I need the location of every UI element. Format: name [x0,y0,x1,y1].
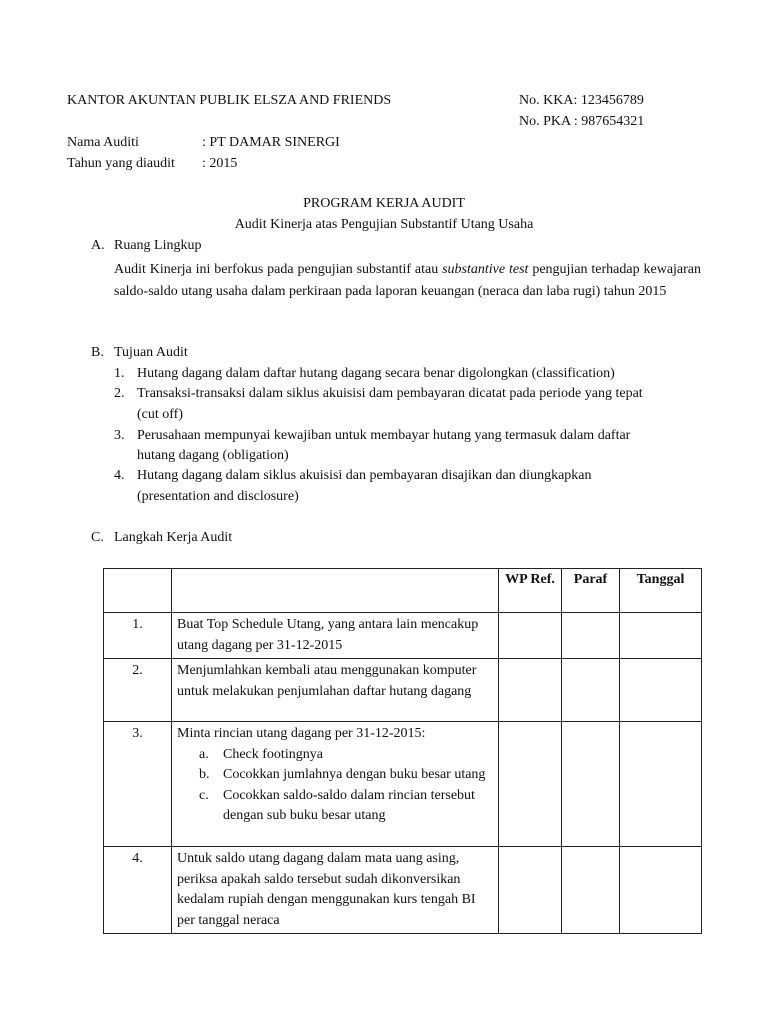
objective-text: Transaksi-transaksi dalam siklus akuisisi dam pembayaran dicatat pada periode yang tepat [137,386,643,401]
table-header-wp-ref: WP Ref. [499,569,562,613]
objective-text-continued: (cut off) [137,407,183,422]
table-row [104,722,702,847]
section-a-heading: Ruang Lingkup [114,238,202,253]
step-description [172,722,499,847]
wp-ref-cell[interactable] [499,659,562,722]
objective-text: Hutang dagang dalam siklus akuisisi dan pembayaran disajikan dan diungkapkan [137,468,592,483]
objective-text: Hutang dagang dalam daftar hutang dagang secara benar digolongkan (classification) [137,366,615,381]
table-row [104,613,702,659]
page-title: PROGRAM KERJA AUDIT [303,196,465,211]
paraf-cell[interactable] [562,613,620,659]
step-subitem: b. Cocokkan jumlahnya dengan buku besar utang [199,767,486,782]
step-description: Buat Top Schedule Utang, yang antara lain mencakup utang dagang per 31-12-2015 [172,613,499,659]
wp-ref-cell[interactable] [499,847,562,934]
table-header-paraf: Paraf [562,569,620,613]
section-a-marker: A. [91,238,105,253]
objective-text-continued: (presentation and disclosure) [137,489,299,504]
table-row [104,847,702,934]
auditee-value: : PT DAMAR SINERGI [202,135,340,150]
step-subitem: a. Check footingnya [199,746,323,762]
step-number: 4. [104,847,172,934]
paraf-cell[interactable] [562,847,620,934]
tanggal-cell[interactable] [620,722,702,847]
objective-number: 1. [114,366,125,381]
objective-number: 4. [114,468,125,483]
step-description: Untuk saldo utang dagang dalam mata uang asing, periksa apakah saldo tersebut sudah dikonversikan kedalam rupiah dengan menggunakan kurs tengah BI per tanggal neraca [172,847,499,934]
objective-number: 3. [114,428,125,443]
year-value: : 2015 [202,156,238,171]
kka-number: No. KKA: 123456789 [519,93,644,108]
firm-name: KANTOR AKUNTAN PUBLIK ELSZA AND FRIENDS [67,93,392,108]
page-subtitle: Audit Kinerja atas Pengujian Substantif Utang Usaha [234,217,534,232]
table-header-row [104,569,702,613]
section-c-marker: C. [91,530,104,545]
section-a-paragraph: Audit Kinerja ini berfokus pada pengujian substantif atau substantive test pengujian terhadap kewajaran saldo-saldo utang usaha dalam perkiraan pada laporan keuangan (neraca dan laba rugi) tahun 2015 [114,262,702,299]
step-subitem: c. Cocokkan saldo-saldo dalam rincian tersebut dengan sub buku besar utang [199,787,475,823]
paraf-cell[interactable] [562,659,620,722]
table-row [104,659,702,722]
auditee-label: Nama Auditi [67,135,139,150]
pka-number: No. PKA : 987654321 [519,114,645,129]
table-header-tanggal: Tanggal [620,569,702,613]
section-c-heading: Langkah Kerja Audit [114,530,233,545]
tanggal-cell[interactable] [620,659,702,722]
objective-text: Perusahaan mempunyai kewajiban untuk membayar hutang yang termasuk dalam daftar [137,428,631,443]
section-b-heading: Tujuan Audit [114,345,188,360]
wp-ref-cell[interactable] [499,722,562,847]
paraf-cell[interactable] [562,722,620,847]
year-label: Tahun yang diaudit [67,156,175,171]
step-number: 2. [104,659,172,722]
objective-number: 2. [114,386,125,401]
table-header-step [172,569,499,613]
tanggal-cell[interactable] [620,613,702,659]
section-b-marker: B. [91,345,104,360]
step-description: Menjumlahkan kembali atau menggunakan komputer untuk melakukan penjumlahan daftar hutang dagang [172,659,499,722]
wp-ref-cell[interactable] [499,613,562,659]
objective-text-continued: hutang dagang (obligation) [137,448,289,463]
step-sublist [177,745,493,827]
tanggal-cell[interactable] [620,847,702,934]
step-number: 1. [104,613,172,659]
step-number: 3. [104,722,172,847]
step-description-text: Minta rincian utang dagang per 31-12-2015: [177,726,426,741]
audit-steps-table [103,568,702,934]
table-header-number [104,569,172,613]
